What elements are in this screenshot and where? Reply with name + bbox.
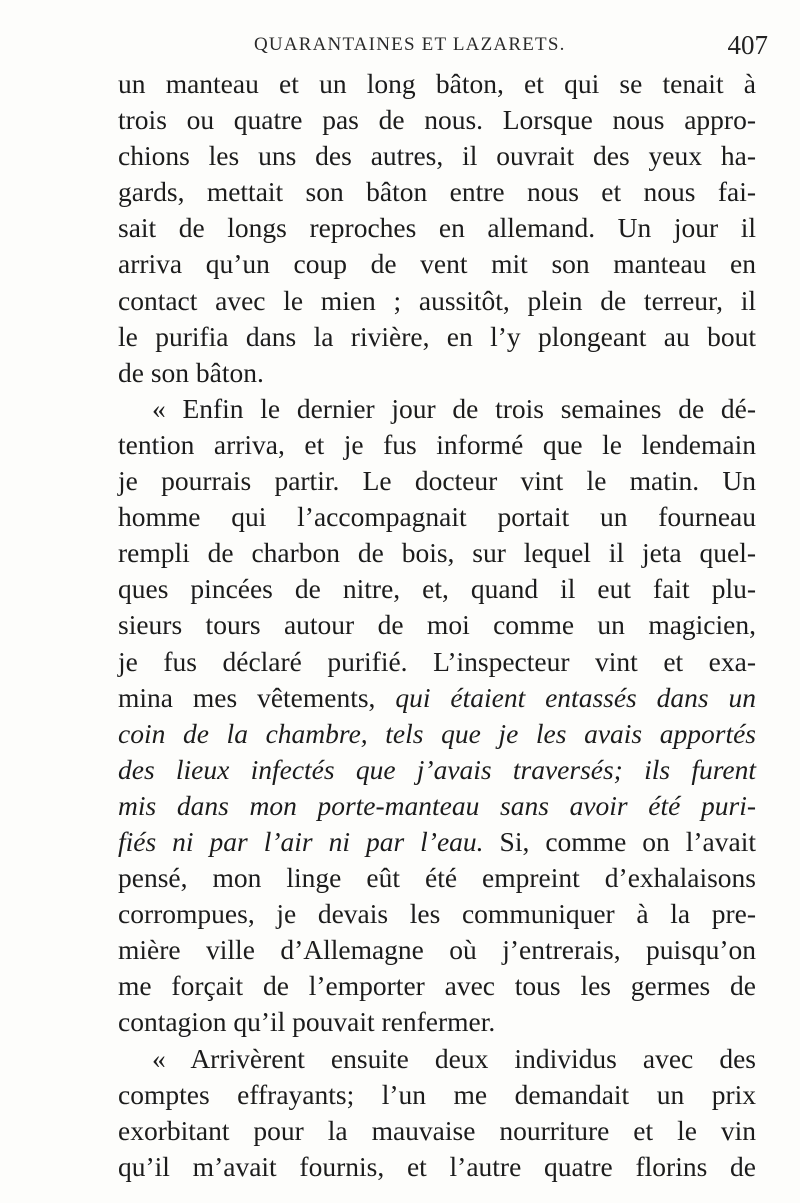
text-line (118, 1077, 756, 1113)
text-segment: je pourrais partir. Le docteur vint le matin. Un (118, 465, 756, 497)
text-segment: homme qui l’accompagnait portait un fourneau (118, 501, 756, 533)
text-line (118, 896, 756, 932)
text-segment: rempli de charbon de bois, sur lequel il jeta quel- (118, 537, 756, 569)
text-segment: mière ville d’Allemagne où j’entrerais, puisqu’on (118, 934, 756, 966)
text-line (118, 644, 756, 680)
text-line (118, 607, 756, 643)
text-line (118, 391, 756, 427)
italic-text-segment: mis dans mon porte-manteau sans avoir été puri- (118, 789, 756, 821)
text-line (118, 968, 756, 1004)
text-segment: chions les uns des autres, il ouvrait des yeux ha- (118, 140, 756, 172)
text-segment: un manteau et un long bâton, et qui se tenait à (118, 68, 756, 99)
text-line (118, 319, 756, 355)
text-line (118, 66, 756, 102)
italic-text-segment: des lieux infectés que j’avais traversés; ils furent (118, 753, 756, 785)
text-segment: « Enfin le dernier jour de trois semaines de dé- (152, 392, 756, 424)
text-segment: trois ou quatre pas de nous. Lorsque nous appro- (118, 104, 756, 136)
text-segment: gards, mettait son bâton entre nous et nous fai- (118, 176, 756, 208)
text-segment: arriva qu’un coup de vent mit son manteau en (118, 248, 756, 280)
text-segment: mina mes vêtements, (118, 681, 396, 713)
text-segment: sait de longs reproches en allemand. Un jour il (118, 212, 756, 244)
text-line (118, 138, 756, 174)
body-text (118, 66, 756, 1185)
text-segment: je fus déclaré purifié. L’inspecteur vint et exa- (118, 645, 756, 677)
text-line (118, 246, 756, 282)
text-segment: corrompues, je devais les communiquer à la pre- (118, 898, 756, 930)
text-segment: comptes effrayants; l’un me demandait un prix (118, 1078, 756, 1110)
text-line (118, 680, 756, 716)
text-segment: contagion qu’il pouvait renfermer. (118, 1006, 496, 1038)
text-segment: pensé, mon linge eût été empreint d’exhalaisons (118, 862, 756, 894)
text-segment: « Arrivèrent ensuite deux individus avec des (152, 1042, 756, 1074)
text-line (118, 174, 756, 210)
text-line (118, 1113, 756, 1149)
text-line (118, 1004, 756, 1040)
text-line (118, 824, 756, 860)
text-line (118, 752, 756, 788)
text-line (118, 355, 756, 391)
text-line (118, 102, 756, 138)
text-line (118, 283, 756, 319)
text-segment: qu’il m’avait fournis, et l’autre quatre florins de (118, 1150, 756, 1182)
text-line (118, 427, 756, 463)
text-segment: le purifia dans la rivière, en l’y plongeant au bout (118, 320, 756, 352)
text-segment: ques pincées de nitre, et, quand il eut fait plu- (118, 573, 756, 605)
italic-text-segment: fiés ni par l’air ni par l’eau. (118, 825, 484, 857)
italic-text-segment: qui étaient entassés dans un (395, 681, 756, 713)
text-line (118, 210, 756, 246)
text-line (118, 535, 756, 571)
text-segment: me forçait de l’emporter avec tous les germes de (118, 970, 756, 1002)
text-segment: Si, comme on l’avait (483, 825, 756, 857)
text-segment: exorbitant pour la mauvaise nourriture et le vin (118, 1114, 756, 1146)
text-line (118, 571, 756, 607)
text-segment: sieurs tours autour de moi comme un magicien, (118, 609, 756, 641)
text-segment: tention arriva, et je fus informé que le lendemain (118, 428, 756, 460)
running-head (118, 30, 768, 66)
text-line (118, 499, 756, 535)
text-segment: de son bâton. (118, 356, 264, 388)
text-line (118, 860, 756, 896)
text-line (118, 1041, 756, 1077)
page-number: 407 (727, 30, 768, 60)
text-line (118, 788, 756, 824)
text-line (118, 1149, 756, 1185)
running-title: QUARANTAINES ET LAZARETS. (254, 34, 566, 55)
text-line (118, 716, 756, 752)
italic-text-segment: coin de la chambre, tels que je les avais apportés (118, 717, 756, 749)
text-segment: contact avec le mien ; aussitôt, plein de terreur, il (118, 284, 756, 316)
text-line (118, 932, 756, 968)
text-line (118, 463, 756, 499)
